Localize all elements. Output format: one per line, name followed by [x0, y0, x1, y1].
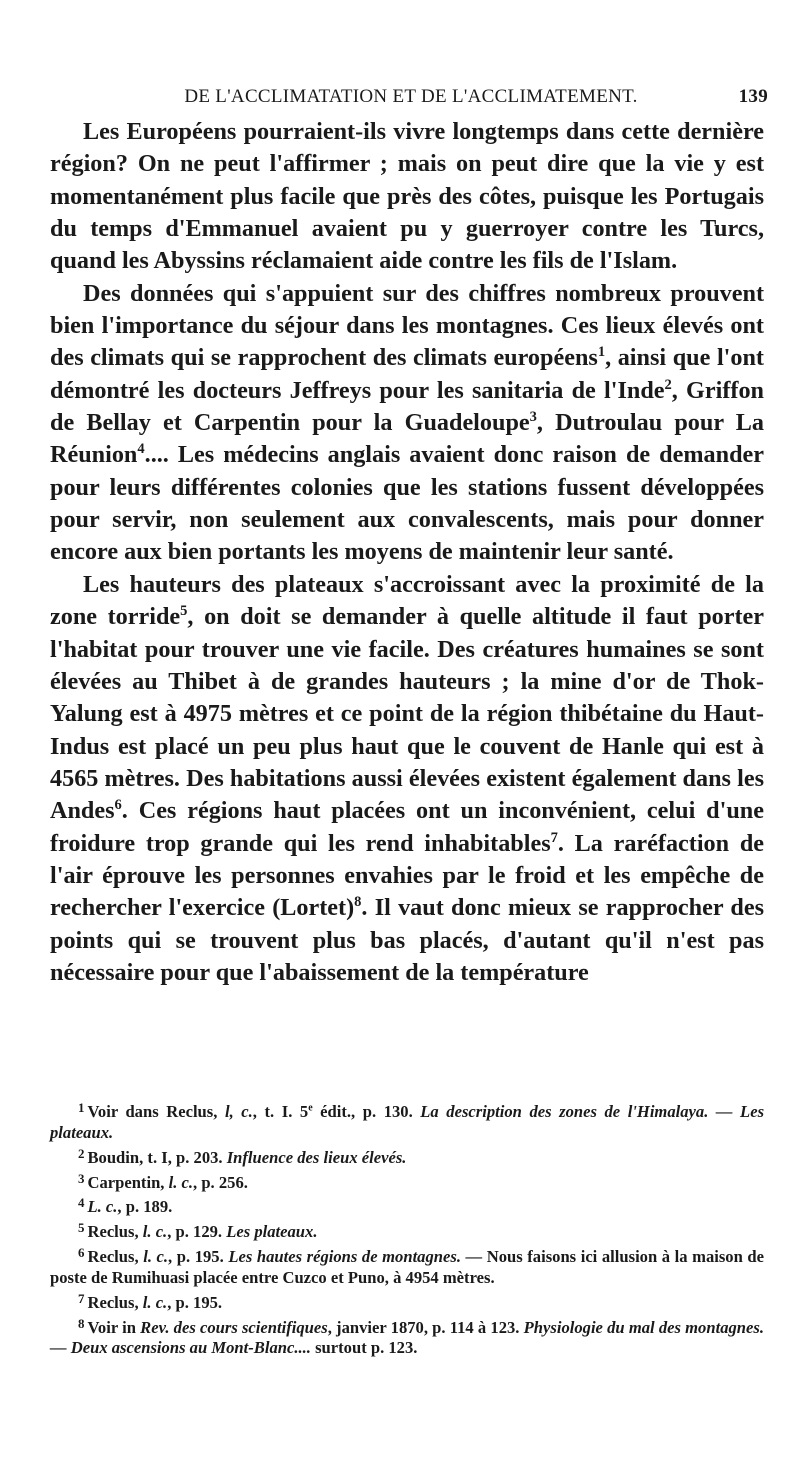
footnote — [50, 1098, 764, 1144]
italic-text: Rev. des cours scientifiques — [140, 1317, 328, 1337]
footnote-number: 5 — [78, 1220, 85, 1236]
page-number: 139 — [738, 86, 768, 107]
footnote — [50, 1289, 764, 1314]
italic-text: Influence des lieux élevés. — [226, 1147, 407, 1167]
text-run: Reclus, — [87, 1222, 143, 1242]
italic-text: Les plateaux. — [226, 1222, 318, 1242]
text-run: Les Européens pourraient-ils vivre longtemps dans cette dernière région? On ne peut l'affirmer ; mais on peut dire que la vie y est momentanément plus facile que près des côtes, puisque les Portugais du temps d'Emmanuel avaient pu y guerroyer contre les Turcs, quand les Abyssins réclamaient aide contre les fils de l'Islam. — [50, 118, 764, 275]
footnote-number: 3 — [78, 1170, 85, 1186]
text-run: , Griffon de Bellay et Carpentin pour la Guadeloupe — [50, 376, 764, 437]
text-run: , p. 195. — [167, 1292, 223, 1312]
footnote-reference: 1 — [597, 344, 606, 361]
running-title: DE L'ACCLIMATATION ET DE L'ACCLIMATEMENT. — [184, 86, 638, 107]
text-run: , janvier 1870, p. 114 à 123. — [327, 1317, 524, 1337]
text-run: , Dutroulau pour La Réunion — [50, 409, 765, 469]
footnote-reference: 4 — [137, 441, 145, 458]
footnotes — [50, 1098, 764, 1359]
text-run: , t. I. 5 — [252, 1101, 309, 1121]
footnote — [50, 1193, 764, 1218]
text-run: , p. 189. — [117, 1197, 173, 1217]
footnote — [50, 1169, 764, 1194]
text-run: . La raréfaction de l'air éprouve les personnes envahies par le froid et les empêche de rechercher l'exercice (Lortet) — [50, 829, 765, 922]
footnote-reference: e — [308, 1102, 313, 1114]
footnote — [50, 1314, 764, 1360]
italic-text: L. c. — [87, 1197, 118, 1217]
text-run: édit., p. 130. — [312, 1101, 421, 1121]
footnote-reference: 3 — [529, 409, 537, 426]
paragraph — [50, 116, 764, 278]
footnote-number: 1 — [78, 1100, 85, 1115]
footnote-reference: 6 — [114, 797, 122, 814]
italic-text: l. c. — [168, 1172, 194, 1192]
italic-text: l. c. — [142, 1292, 168, 1312]
footnote-reference: 5 — [180, 603, 188, 620]
italic-text: Physiologie du mal des montagnes. — Deux ascensions au Mont-Blanc.... — [50, 1317, 764, 1358]
text-run: .... Les médecins anglais avaient donc raison de demander pour leurs différentes colonies que les stations fussent développées pour servir, non seulement aux convalescents, mais pour donner encore aux bien portants les moyens de maintenir leur santé. — [50, 441, 764, 566]
paragraph — [50, 278, 764, 569]
text-run: Les hauteurs des plateaux s'accroissant avec la proximité de la zone torride — [50, 570, 764, 631]
italic-text: l, c. — [224, 1101, 253, 1121]
text-run: Reclus, — [87, 1246, 144, 1266]
paragraph — [50, 569, 764, 989]
text-run: Des données qui s'appuient sur des chiffres nombreux prouvent bien l'importance du séjour dans les montagnes. Ces lieux élevés ont des climats qui se rapprochent des climats européens — [50, 279, 764, 372]
footnote-reference: 7 — [550, 829, 558, 846]
text-run: Boudin, t. I, p. 203. — [87, 1147, 227, 1167]
italic-text: l. c. — [143, 1246, 169, 1266]
footnote-reference: 8 — [354, 894, 362, 911]
footnote — [50, 1218, 764, 1243]
footnote-reference: 2 — [664, 376, 672, 393]
text-run: — Nous faisons ici allusion à la maison de poste de Rumihuasi placée entre Cuzco et Puno, à 4954 mètres. — [50, 1246, 764, 1287]
text-run: Voir in — [87, 1317, 141, 1337]
text-run: Carpentin, — [87, 1172, 169, 1192]
text-run: , p. 195. — [168, 1246, 229, 1266]
text-run: Voir dans Reclus, — [87, 1101, 225, 1121]
text-run: . Ces régions haut placées ont un inconvénient, celui d'une froidure trop grande qui les rend inhabitables — [50, 797, 764, 857]
text-run: surtout p. 123. — [310, 1338, 418, 1358]
text-run: . Il vaut donc mieux se rapprocher des points qui se trouvent plus bas placés, d'autant qu'il n'est pas nécessaire pour que l'abaissement de la température — [50, 894, 764, 986]
footnote-number: 2 — [78, 1145, 85, 1161]
footnote — [50, 1144, 764, 1169]
footnote-number: 7 — [78, 1290, 85, 1306]
footnote-number: 6 — [78, 1244, 85, 1260]
text-run: , on doit se demander à quelle altitude il faut porter l'habitat pour trouver une vie facile. Des créatures humaines se sont élevées au Thibet à de grandes hauteurs ; la mine d'or de Thok-Yalung est à 4975 mètres et ce point de la région thibétaine du Haut-Indus est placé un peu plus haut que le couvent de Hanle qui est à 4565 mètres. Des habitations aussi élevées existent également dans les Andes — [50, 603, 764, 825]
italic-text: La description des zones de l'Himalaya. — Les plateaux. — [50, 1101, 765, 1142]
footnote-number: 8 — [78, 1315, 85, 1331]
text-run: , p. 129. — [167, 1222, 227, 1242]
running-header — [50, 86, 768, 114]
body-text — [50, 116, 764, 989]
footnote-number: 4 — [78, 1195, 85, 1211]
italic-text: l. c. — [142, 1222, 168, 1242]
footnote — [50, 1243, 764, 1289]
text-run: , p. 256. — [193, 1172, 248, 1192]
italic-text: Les hautes régions de montagnes. — [228, 1246, 461, 1266]
text-run: Reclus, — [87, 1292, 143, 1312]
text-run: , ainsi que l'ont démontré les docteurs Jeffreys pour les sanitaria de l'Inde — [50, 344, 764, 404]
